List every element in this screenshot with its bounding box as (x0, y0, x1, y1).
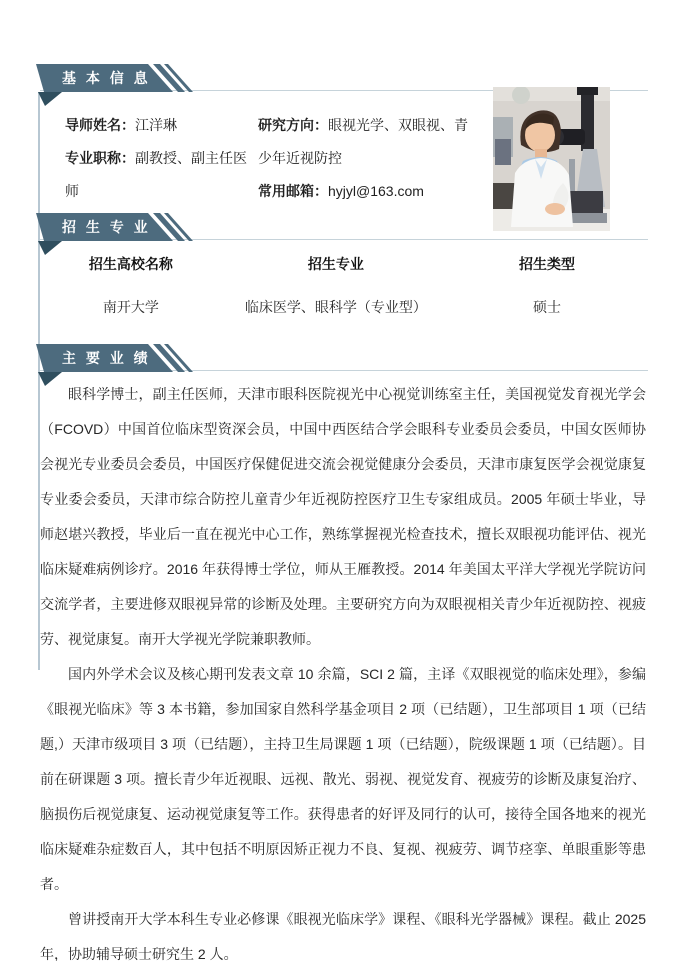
basic-info-left-column (65, 109, 257, 208)
achievements-paragraph-2: 国内外学术会议及核心期刊发表文章 10 余篇，SCI 2 篇，主译《双眼视觉的临床处理》，参编《眼视光临床》等 3 本书籍，参加国家自然科学基金项目 2 项（已结题），卫生部项目 1 项（已结题,）天津市级项目 3 项（已结题），主持卫生局课题 1 项（已结题），院级课题 1 项（已结题）。目前在研课题 3 项。擅长青少年近视眼、远视、散光、弱视、视觉发育、视疲劳的诊断及康复治疗、脑损伤后视觉康复、运动视觉康复等工作。获得患者的好评及同行的认可，接待全国各地来的视光临床疑难杂症数百人，其中包括不明原因矫正视力不良、复视、视疲劳、调节痉挛、单眼重影等患者。 (40, 666, 646, 892)
achievements-paragraph-3: 曾讲授南开大学本科生专业必修课《眼视光临床学》课程、《眼科光学器械》课程。截止 2025 年，协助辅导硕士研究生 2 人。 (40, 911, 646, 961)
professional-title-label: 专业职称： (65, 150, 135, 166)
advisor-name-value: 江洋琳 (135, 117, 177, 133)
advisor-name-label: 导师姓名： (65, 117, 135, 133)
email-value: hyjyl@163.com (328, 183, 424, 199)
section-title-basic-info: 基 本 信 息 (62, 70, 151, 86)
professional-title-value: 副教授、副主任医师 (65, 150, 247, 199)
achievements-text (40, 377, 646, 961)
research-direction-label: 研究方向： (258, 117, 328, 133)
advisor-name-field (65, 117, 177, 133)
achievements-paragraph-1: 眼科学博士，副主任医师，天津市眼科医院视光中心视觉训练室主任，美国视觉发育视光学会（FCOVD）中国首位临床型资深会员，中国中西医结合学会眼科专业委员会委员，中国女医师协会视光专业委员会委员，中国医疗保健促进交流会视觉健康分会委员，天津市康复医学会视觉康复专业委会委员，天津市综合防控儿童青少年近视防控医疗卫生专家组成员。2005 年硕士毕业，导师赵堪兴教授，毕业后一直在视光中心工作，熟练掌握视光检查技术，擅长双眼视功能评估、视光临床疑难病例诊疗。2016 年获得博士学位，师从王雁教授。2014 年美国太平洋大学视光学院访问交流学者，主要进修双眼视异常的诊断及处理。主要研究方向为双眼视相关青少年近视防控、视疲劳、视觉康复。南开大学视光学院兼职教师。 (40, 386, 646, 647)
section-banner-enrollment (36, 213, 236, 257)
section-title-achievements: 主 要 业 绩 (62, 350, 151, 366)
column-header-degree-type: 招生类型 (519, 256, 575, 272)
section-banner-basic-info (36, 64, 236, 108)
column-header-school: 招生高校名称 (88, 256, 173, 272)
enrollment-table (36, 256, 648, 315)
cell-major: 临床医学、眼科学（专业型） (244, 299, 427, 315)
cell-school: 南开大学 (102, 299, 159, 315)
professional-title-field (65, 150, 247, 199)
enrollment-table-row (36, 299, 648, 315)
cell-degree-type: 硕士 (533, 299, 561, 315)
enrollment-table-header-row (36, 256, 648, 272)
research-direction-field (258, 117, 468, 166)
basic-info-right-column (258, 109, 478, 208)
research-direction-value: 眼视光学、双眼视、青少年近视防控 (258, 117, 468, 166)
advisor-photo (493, 87, 610, 231)
section-title-enrollment: 招 生 专 业 (62, 219, 151, 235)
advisor-photo-illustration (493, 87, 610, 231)
column-header-major: 招生专业 (307, 256, 364, 272)
email-label: 常用邮箱： (258, 183, 328, 199)
email-field (258, 175, 478, 208)
